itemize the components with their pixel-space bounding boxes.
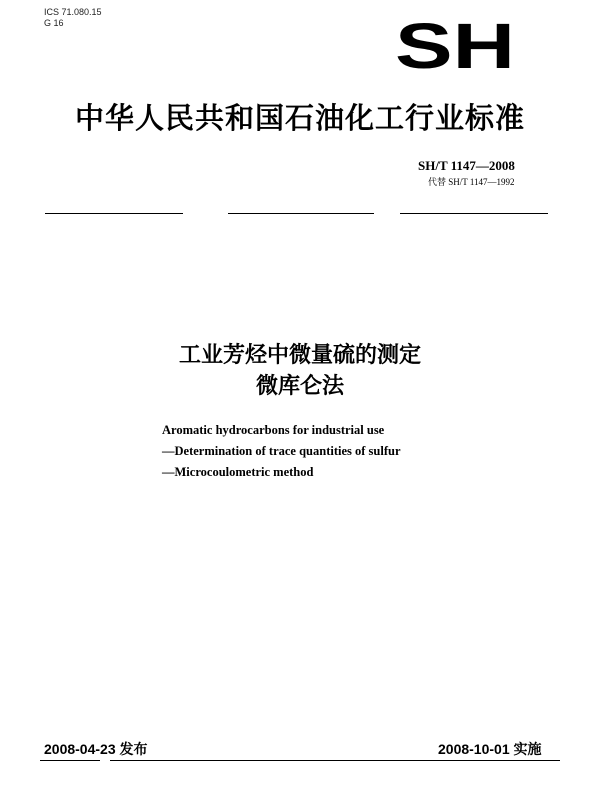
title-en-line3: —Microcoulometric method <box>162 465 314 479</box>
ics-code-block <box>44 7 102 29</box>
issue-date: 2008-04-23 发布 <box>44 741 148 757</box>
header-rule-left <box>45 213 183 214</box>
footer-rule-right <box>110 760 560 761</box>
implement-date: 2008-10-01 实施 <box>438 741 542 757</box>
ccs-code: G 16 <box>44 18 64 28</box>
ics-code: ICS 71.080.15 <box>44 7 102 17</box>
replaces-code: 代替 SH/T 1147—1992 <box>428 177 515 187</box>
header-rule-middle <box>228 213 374 214</box>
logo-text: SH <box>395 18 515 72</box>
title-cn-line2: 微库仑法 <box>255 374 344 399</box>
footer-rule-left <box>40 760 100 761</box>
standard-code: SH/T 1147—2008 <box>418 158 515 173</box>
title-en-line2: —Determination of trace quantities of sulfur <box>162 444 401 458</box>
header-rule-right <box>400 213 548 214</box>
title-en-line1: Aromatic hydrocarbons for industrial use <box>162 423 385 437</box>
organization-title: 中华人民共和国石油化工行业标准 <box>74 101 525 135</box>
title-cn-line1: 工业芳烃中微量硫的测定 <box>178 343 421 368</box>
sh-logo <box>395 18 515 72</box>
